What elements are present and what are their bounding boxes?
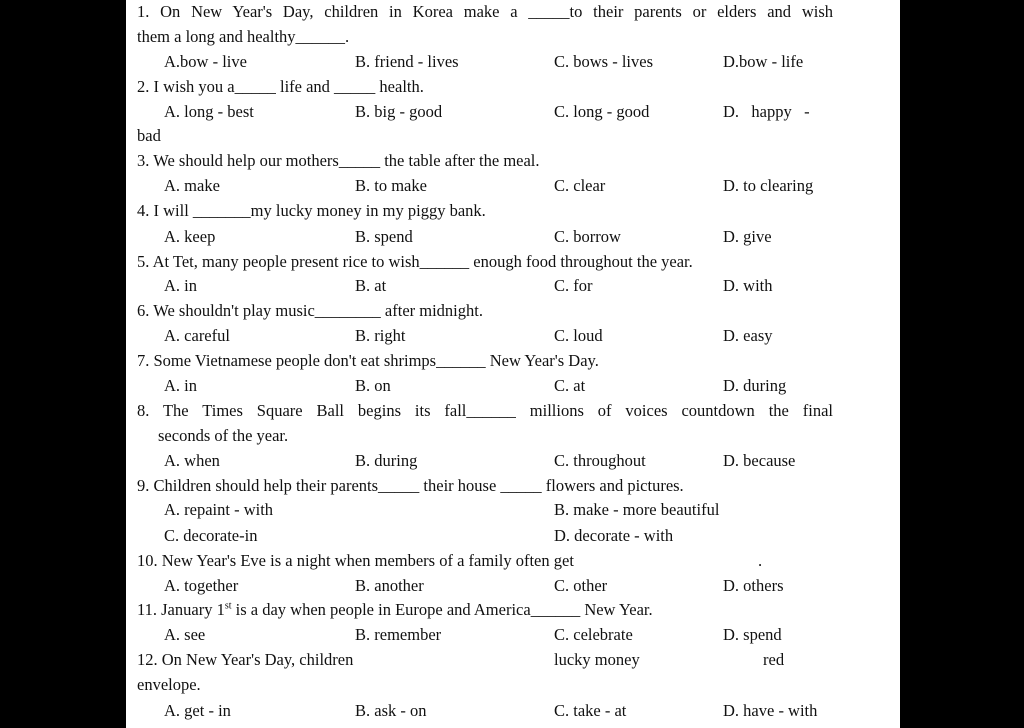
q5-option-a: A. in: [164, 276, 197, 295]
q2-option-c: C. long - good: [554, 102, 650, 121]
q7-option-c: C. at: [554, 376, 586, 395]
q2-option-a: A. long - best: [164, 102, 254, 121]
question-6-text: 6. We shouldn't play music________ after midnight.: [137, 301, 483, 320]
q8-option-d: D. because: [723, 451, 796, 470]
question-3-text: 3. We should help our mothers_____ the table after the meal.: [137, 151, 540, 170]
question-2-text: 2. I wish you a_____ life and _____ health.: [137, 77, 424, 96]
q5-option-d: D. with: [723, 276, 773, 295]
q10-option-b: B. another: [355, 576, 424, 595]
q6-option-d: D. easy: [723, 326, 773, 345]
question-11-text-start: 11. January 1: [137, 600, 225, 619]
q8-option-b: B. during: [355, 451, 418, 470]
q11-option-c: C. celebrate: [554, 625, 633, 644]
q3-option-d: D. to clearing: [723, 176, 814, 195]
q10-option-c: C. other: [554, 576, 608, 595]
question-7-text: 7. Some Vietnamese people don't eat shrimps______ New Year's Day.: [137, 351, 599, 370]
q4-option-b: B. spend: [355, 227, 413, 246]
question-8-text-cont: seconds of the year.: [158, 426, 289, 445]
q7-option-b: B. on: [355, 376, 391, 395]
q10-option-d: D. others: [723, 576, 784, 595]
q12-option-d: D. have - with: [723, 701, 818, 720]
q7-option-d: D. during: [723, 376, 787, 395]
q8-option-a: A. when: [164, 451, 220, 470]
question-8-text: 8. The Times Square Ball begins its fall______ millions of voices countdown the final: [137, 401, 833, 420]
q11-option-a: A. see: [164, 625, 206, 644]
q12-option-c: C. take - at: [554, 701, 627, 720]
q12-option-b: B. ask - on: [355, 701, 427, 720]
question-12-text: 12. On New Year's Day, children: [137, 650, 354, 669]
q6-option-b: B. right: [355, 326, 406, 345]
q2-option-d: D. happy -: [723, 102, 810, 121]
question-11-superscript: st: [224, 600, 232, 612]
question-10-text: 10. New Year's Eve is a night when members of a family often get: [137, 551, 574, 570]
q9-option-d: D. decorate - with: [554, 526, 674, 545]
q1-option-a: A.bow - live: [164, 52, 247, 71]
worksheet-page: [126, 0, 900, 728]
q10-option-a: A. together: [164, 576, 239, 595]
q4-option-d: D. give: [723, 227, 772, 246]
q6-option-c: C. loud: [554, 326, 603, 345]
q3-option-c: C. clear: [554, 176, 606, 195]
q1-option-c: C. bows - lives: [554, 52, 653, 71]
q1-option-b: B. friend - lives: [355, 52, 459, 71]
question-5-text: 5. At Tet, many people present rice to wish______ enough food throughout the year.: [137, 252, 693, 271]
question-4-text: 4. I will _______my lucky money in my piggy bank.: [137, 201, 486, 220]
question-12-text-cont: envelope.: [137, 675, 201, 694]
q7-option-a: A. in: [164, 376, 197, 395]
q8-option-c: C. throughout: [554, 451, 646, 470]
q2-option-d-cont: bad: [137, 126, 161, 145]
q5-option-b: B. at: [355, 276, 387, 295]
question-1-text: 1. On New Year's Day, children in Korea make a _____to their parents or elders and wish: [137, 2, 833, 21]
q4-option-c: C. borrow: [554, 227, 621, 246]
question-11-text-end: is a day when people in Europe and America______ New Year.: [231, 600, 653, 619]
q9-option-a: A. repaint - with: [164, 500, 274, 519]
question-11-text: [137, 600, 653, 620]
q5-option-c: C. for: [554, 276, 593, 295]
q9-option-c: C. decorate-in: [164, 526, 258, 545]
q1-option-d: D.bow - life: [723, 52, 804, 71]
q11-option-b: B. remember: [355, 625, 442, 644]
q11-option-d: D. spend: [723, 625, 782, 644]
q6-option-a: A. careful: [164, 326, 230, 345]
q12-option-a: A. get - in: [164, 701, 231, 720]
question-9-text: 9. Children should help their parents_____ their house _____ flowers and pictures.: [137, 476, 684, 495]
q9-option-b: B. make - more beautiful: [554, 500, 720, 519]
q2-option-b: B. big - good: [355, 102, 443, 121]
q3-option-a: A. make: [164, 176, 220, 195]
q3-option-b: B. to make: [355, 176, 427, 195]
question-12-text-end: red: [763, 650, 785, 669]
q4-option-a: A. keep: [164, 227, 216, 246]
question-10-period: .: [758, 551, 763, 570]
question-12-text-mid: lucky money: [554, 650, 640, 669]
question-1-text-cont: them a long and healthy______.: [137, 27, 350, 46]
